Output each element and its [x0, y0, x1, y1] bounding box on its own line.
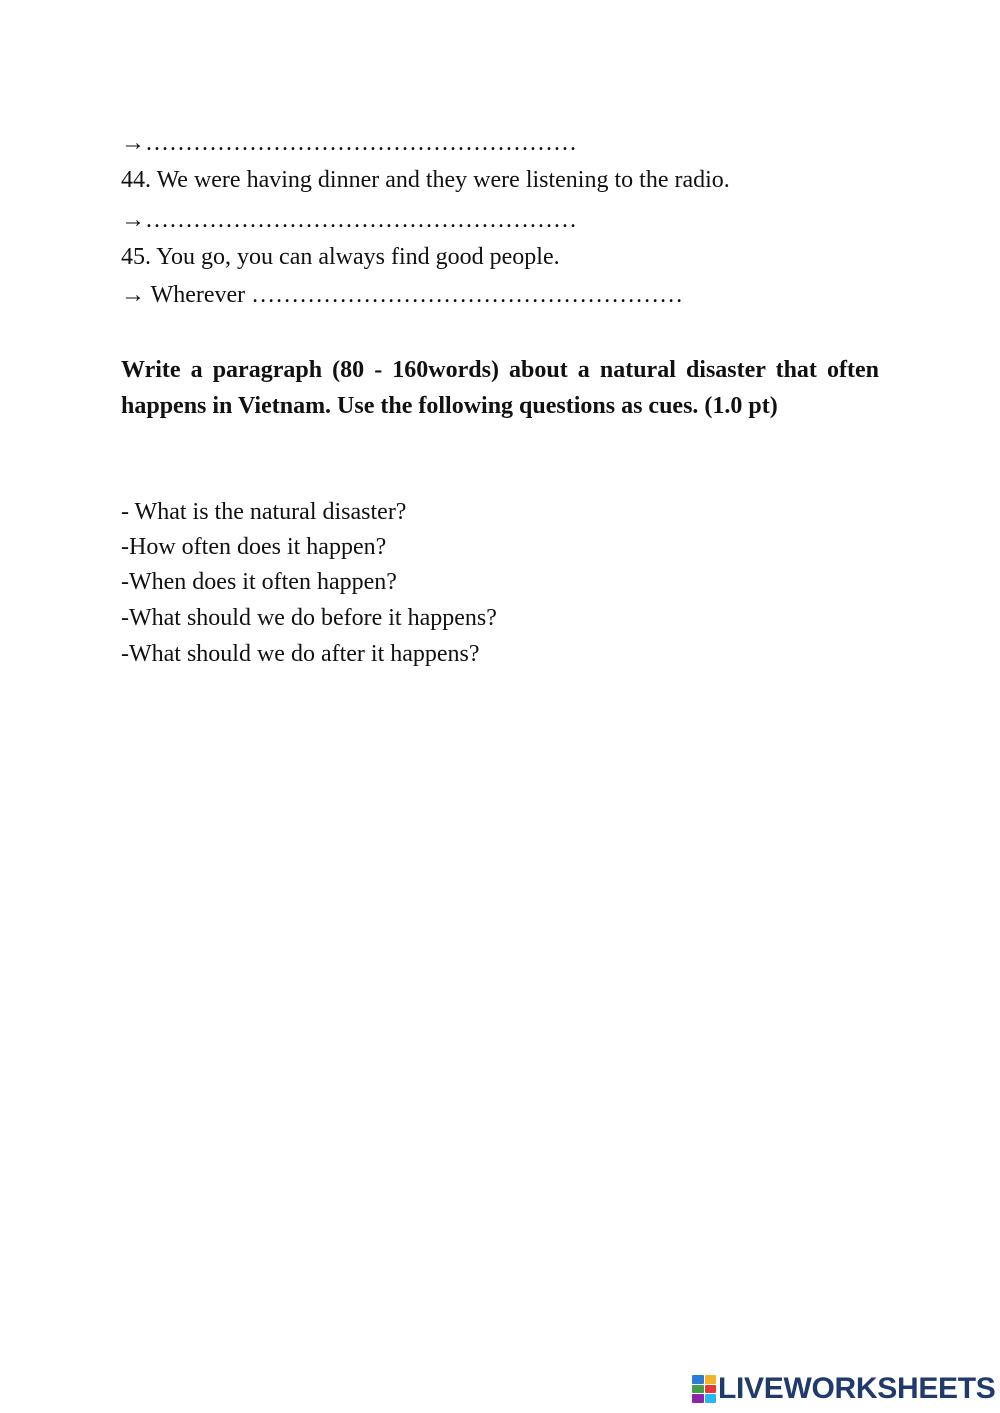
cue-item: -What should we do after it happens? [121, 641, 480, 667]
answer-line-45: → Wherever ……………………………………………… [121, 282, 684, 308]
cue-item: - What is the natural disaster? [121, 499, 407, 525]
question-44: 44. We were having dinner and they were listening to the radio. [121, 167, 730, 193]
answer-line-44: →……………………………………………… [121, 207, 577, 233]
question-45: 45. You go, you can always find good people. [121, 244, 560, 270]
liveworksheets-logo [692, 1371, 996, 1407]
answer-line-43: →……………………………………………… [121, 130, 577, 156]
liveworksheets-logo-text: LIVEWORKSHEETS [718, 1372, 996, 1405]
cue-item: -What should we do before it happens? [121, 605, 497, 631]
liveworksheets-logo-icon [692, 1375, 716, 1403]
cue-item: -When does it often happen? [121, 569, 397, 595]
cue-item: -How often does it happen? [121, 534, 387, 560]
writing-task-instruction: Write a paragraph (80 - 160words) about a natural disaster that often happens in Vietnam. Use the following questions as cues. (1.0 pt) [121, 357, 879, 419]
